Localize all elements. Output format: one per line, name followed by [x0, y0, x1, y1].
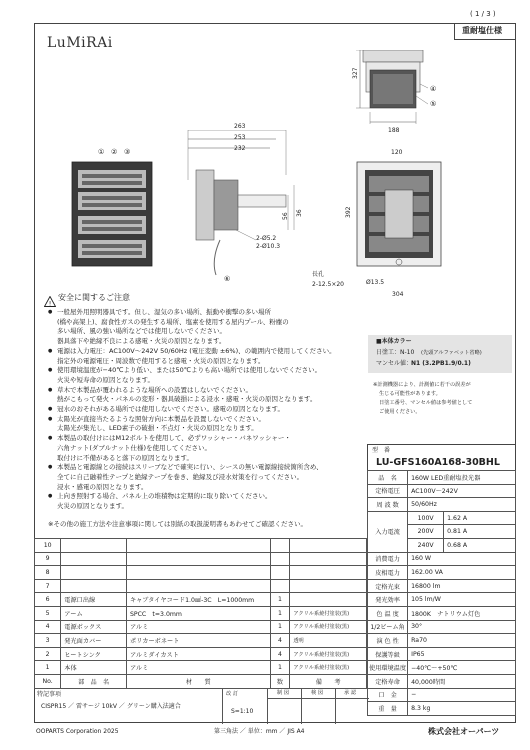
spec-row — [368, 484, 516, 498]
parts-note — [290, 593, 367, 607]
parts-qty: 1 — [270, 606, 290, 620]
safety-item — [48, 308, 360, 347]
measure-note-4: ご使用ください。 — [379, 409, 421, 415]
parts-mat — [126, 579, 270, 593]
spec-key: 周 波 数 — [368, 498, 408, 512]
color-line2-a: マンセル値： — [376, 360, 413, 367]
parts-mat — [126, 539, 270, 553]
dim-120: 120 — [391, 149, 403, 156]
parts-name: 電源口出線 — [61, 593, 127, 607]
spec-value: 50/60Hz — [408, 498, 516, 512]
parts-row — [35, 579, 367, 593]
callout-2: ② — [111, 148, 118, 156]
safety-item — [48, 405, 360, 415]
safety-item — [48, 434, 360, 463]
spec-row — [368, 634, 516, 648]
parts-mat: アルミダイカスト — [126, 647, 270, 661]
approval-drawn: 制 図 — [277, 690, 290, 696]
parts-name — [61, 539, 127, 553]
parts-name — [61, 552, 127, 566]
spec-key: 品 名 — [368, 471, 408, 485]
parts-no: 8 — [35, 566, 61, 580]
dim-188: 188 — [388, 127, 400, 134]
parts-qty — [270, 579, 290, 593]
parts-mat — [126, 566, 270, 580]
parts-no: 10 — [35, 539, 61, 553]
parts-qty: 4 — [270, 634, 290, 648]
approval-div-1 — [301, 689, 302, 724]
safety-item — [48, 386, 360, 405]
right-view-drawing — [355, 160, 445, 272]
spec-key: 口 金 — [368, 688, 408, 702]
dim-56: 56 — [282, 212, 289, 220]
spec-value: 8.3 kg — [408, 702, 516, 716]
callout-1: ① — [98, 148, 105, 156]
special-text: CISPR15 ／ 雷サージ 10kV ／ グリーン購入法適合 — [41, 703, 181, 710]
safety-line: 全てに自己融着性テープと絶縁テープを巻き、絶縁及び浸水対策を行ってください。 — [57, 472, 304, 481]
parts-no: 1 — [35, 661, 61, 675]
parts-row — [35, 593, 367, 607]
spec-row — [368, 620, 516, 634]
spec-value: 105 lm/W — [408, 593, 516, 607]
measure-note-3: 日塗工番号、マンセル値は参考値として — [379, 400, 473, 406]
spec-row — [368, 661, 516, 675]
title-box — [454, 23, 516, 40]
spec-key: 保護等級 — [368, 647, 408, 661]
dim-392: 392 — [345, 206, 352, 218]
svg-text:!: ! — [48, 299, 52, 307]
parts-note: アクリル系焼付塗装(黒) — [290, 606, 367, 620]
spec-row — [368, 606, 516, 620]
safety-line: ● 冠水のおそれがある場所では使用しないでください。感電の原因となります。 — [57, 405, 284, 414]
parts-mat: ポリカーボネート — [126, 634, 270, 648]
parts-mat: アルミ — [126, 620, 270, 634]
spec-row — [368, 674, 516, 688]
parts-row — [35, 566, 367, 580]
spec-row — [368, 566, 516, 580]
parts-note — [290, 579, 367, 593]
spec-key: 定格光束 — [368, 579, 408, 593]
parts-note — [290, 539, 367, 553]
spec-key: 定格電圧 — [368, 484, 408, 498]
approval-checked: 検 図 — [311, 690, 324, 696]
parts-name: 本体 — [61, 661, 127, 675]
parts-table — [34, 538, 367, 689]
doc-title: 重耐塩仕様 — [462, 26, 502, 35]
parts-row — [35, 552, 367, 566]
input-voltage: 100V — [408, 511, 444, 525]
dim-263: 263 — [234, 123, 246, 130]
parts-qty: 4 — [270, 647, 290, 661]
parts-row — [35, 539, 367, 553]
revision-label: 改 訂 — [226, 691, 239, 697]
parts-name: 部 品 名 — [61, 674, 127, 688]
spec-key: 定格寿命 — [368, 674, 408, 688]
model-label: 型 番 — [372, 447, 391, 454]
slot-size: 2-12.5×20 — [312, 281, 345, 288]
spec-value: 40,000時間 — [408, 674, 516, 688]
parts-row — [35, 606, 367, 620]
dim-304: 304 — [392, 291, 404, 298]
spec-row — [368, 579, 516, 593]
safety-line: ● 上向き照射する場合、パネル上の堆積物は定期的に取り除いてください。 — [57, 492, 272, 501]
spec-value: − — [408, 688, 516, 702]
scale-label: S=1:10 — [231, 708, 254, 715]
safety-line: ● 草木で本製品が覆われるような場所への設置はしないでください。 — [57, 385, 252, 394]
safety-line: ● 一般屋外用照明器具です。但し、湿気の多い場所、振動や衝撃の多い場所 — [57, 308, 271, 316]
callout-6: ⑥ — [224, 275, 231, 283]
copyright: OOPARTS Corporation 2025 — [36, 728, 119, 735]
hole-10-3: 2-Ø10.3 — [256, 243, 281, 250]
parts-qty — [270, 552, 290, 566]
callout-4: ④ — [430, 85, 437, 93]
parts-no: 7 — [35, 579, 61, 593]
spec-value: −40℃〜+50℃ — [408, 661, 516, 675]
safety-line: 六角ナット(ダブルナット仕様)を使用してください。 — [57, 443, 212, 452]
safety-line: 火災の原因となります。 — [57, 502, 128, 511]
parts-no: 4 — [35, 620, 61, 634]
model-box — [367, 444, 516, 470]
input-amps: 1.62 A — [444, 511, 516, 525]
parts-header — [35, 674, 367, 688]
safety-line: (橋や高架上)、腐食性ガスの発生する場所、塩素を使用する屋内プール、粉塵の — [57, 317, 289, 326]
spec-value: 162.00 VA — [408, 566, 516, 580]
safety-item — [48, 415, 360, 434]
safety-line: ● 電源は入力電圧：AC100V〜242V 50/60Hz (電圧変動 ±6%)、の範囲内で使用してください。 — [57, 346, 336, 355]
spec-key: 消費電力 — [368, 552, 408, 566]
spec-row — [368, 552, 516, 566]
color-line1-b: (先頭アルファベット省略) — [421, 350, 482, 356]
parts-qty: 1 — [270, 661, 290, 675]
input-amps: 0.81 A — [444, 525, 516, 539]
parts-note: アクリル系焼付塗装(黒) — [290, 647, 367, 661]
safety-line: 多い場所、風の強い場所などでは使用しないでください。 — [57, 327, 226, 336]
safety-item — [48, 463, 360, 492]
safety-item — [48, 492, 360, 511]
page-number: ( 1 / 3 ) — [470, 10, 496, 18]
color-line1-a: 日塗工：N-10 — [376, 349, 415, 356]
spec-row — [368, 688, 516, 702]
parts-note: アクリル系焼付塗装(黒) — [290, 620, 367, 634]
hole-5-2: 2-Ø5.2 — [256, 235, 277, 242]
safety-line: 火災や短寿命の原因となります。 — [57, 375, 154, 384]
top-view-drawing — [340, 50, 470, 150]
input-amps: 0.68 A — [444, 538, 516, 552]
spec-key: 色 温 度 — [368, 606, 408, 620]
parts-qty — [270, 539, 290, 553]
dim-253: 253 — [234, 134, 246, 141]
callout-3: ③ — [124, 148, 131, 156]
safety-line: 太陽光が集光し、LED素子の破損・不点灯・火災の原因となります。 — [57, 424, 258, 433]
spec-row — [368, 471, 516, 485]
drawing-method: 第三角法 ／ 単位：mm ／ JIS A4 — [214, 728, 305, 735]
parts-mat: SPCC t=3.0mm — [126, 606, 270, 620]
input-voltage: 240V — [408, 538, 444, 552]
spec-value: 30° — [408, 620, 516, 634]
parts-mat: 材 質 — [126, 674, 270, 688]
slot-label: 長孔 — [312, 271, 325, 278]
safety-line: 熱がこもって発火・パネルの変形・器具破損による浸水・感電・火災の原因となります。 — [57, 395, 317, 404]
parts-qty: 1 — [270, 620, 290, 634]
spec-value: AC100V〜242V — [408, 484, 516, 498]
front-view-drawing — [70, 160, 160, 270]
safety-line: 浸水・感電の原因となります。 — [57, 482, 148, 491]
company-name: 株式会社オーパーツ — [428, 727, 500, 736]
safety-line: ● 本製品と電源線との接続はスリーブなどで確実に行い、シースの無い電源線接続箇所含め、 — [57, 463, 323, 472]
parts-mat: キャブタイヤコード1.0㎟-3C L=1000mm — [126, 593, 270, 607]
spec-row — [368, 647, 516, 661]
parts-no: 6 — [35, 593, 61, 607]
parts-name: 発光面カバー — [61, 634, 127, 648]
parts-row — [35, 620, 367, 634]
safety-footer: ※その他の施工方法や注意事項に関しては別紙の取扱説明書もあわせてご確認ください。 — [48, 520, 307, 528]
approval-block — [267, 689, 368, 724]
parts-row — [35, 647, 367, 661]
spec-key: 発光効率 — [368, 593, 408, 607]
model-number: LU-GFS160A168-30BHL — [376, 457, 500, 468]
safety-title: 安全に関するご注意 — [58, 293, 130, 302]
parts-note — [290, 552, 367, 566]
spec-value: 160W LED重耐塩投光器 — [408, 471, 516, 485]
safety-line: 取付けに不備があると落下の原因となります。 — [57, 453, 193, 462]
dim-327: 327 — [352, 67, 359, 79]
measure-note-2: 生じる可能性があります。 — [379, 391, 441, 397]
special-label: 特記事項 — [37, 691, 62, 698]
parts-row — [35, 661, 367, 675]
spec-value: Ra70 — [408, 634, 516, 648]
spec-value: 16800 lm — [408, 579, 516, 593]
safety-line: ● 使用環境温度が−40℃より低い、または50℃よりも高い場所では使用しないでください。 — [57, 366, 322, 375]
measure-note-1: ※計測機器により、計測値に若干の誤差が — [373, 382, 471, 388]
parts-qty: 1 — [270, 593, 290, 607]
safety-line: ● 本製品の取付けにはM12ボルトを使用して、必ずワッシャー・バネワッシャー・ — [57, 434, 291, 443]
color-box — [368, 335, 512, 373]
safety-line: 指定外の電源電圧・周波数で使用すると感電・火災の原因となります。 — [57, 356, 265, 365]
safety-line: 器具落下や絶縁不良による感電・火災の原因となります。 — [57, 337, 226, 346]
spec-key: 重 量 — [368, 702, 408, 716]
safety-item — [48, 347, 360, 366]
spec-value: 160 W — [408, 552, 516, 566]
approval-approved: 承 認 — [344, 690, 357, 696]
parts-no: 2 — [35, 647, 61, 661]
input-current-label: 入力電流 — [368, 511, 408, 552]
spec-key: 演 色 性 — [368, 634, 408, 648]
parts-no: 9 — [35, 552, 61, 566]
safety-list — [48, 308, 360, 512]
sign-block — [222, 689, 367, 724]
parts-no: 5 — [35, 606, 61, 620]
parts-mat — [126, 552, 270, 566]
parts-note: 透明 — [290, 634, 367, 648]
parts-name: 電源ボックス — [61, 620, 127, 634]
safety-item — [48, 366, 360, 385]
parts-name: アーム — [61, 606, 127, 620]
parts-qty — [270, 566, 290, 580]
parts-qty: 数 — [270, 674, 290, 688]
spec-value: IP65 — [408, 647, 516, 661]
parts-name: ヒートシンク — [61, 647, 127, 661]
color-box-title: ■本体カラー — [376, 338, 412, 345]
safety-line: ● 太陽光が直接当たるような照射方向に本製品を設置しないでください。 — [57, 414, 265, 423]
callout-5: ⑤ — [430, 100, 437, 108]
spec-row — [368, 593, 516, 607]
parts-row — [35, 634, 367, 648]
parts-no: 3 — [35, 634, 61, 648]
parts-name — [61, 566, 127, 580]
color-line2-b: N1 (3.2PB1.9/0.1) — [411, 360, 471, 367]
spec-row — [368, 702, 516, 716]
parts-mat: アルミ — [126, 661, 270, 675]
spec-key: 皮相電力 — [368, 566, 408, 580]
spec-table — [367, 470, 516, 716]
parts-no: No. — [35, 674, 61, 688]
parts-name — [61, 579, 127, 593]
spec-row — [368, 498, 516, 512]
parts-note: アクリル系焼付塗装(黒) — [290, 661, 367, 675]
parts-note: 備 考 — [290, 674, 367, 688]
parts-note — [290, 566, 367, 580]
spec-key: 使用環境温度 — [368, 661, 408, 675]
dim-232: 232 — [234, 145, 246, 152]
spec-value: 1800K ナトリウム灯色 — [408, 606, 516, 620]
brand-logo: LuMiRAi — [47, 35, 113, 51]
side-view-drawing — [176, 130, 306, 290]
spec-key: 1/2ビーム角 — [368, 620, 408, 634]
dim-36: 36 — [296, 209, 303, 217]
input-voltage: 200V — [408, 525, 444, 539]
hole-13-5: Ø13.5 — [366, 279, 385, 286]
special-block — [34, 688, 367, 723]
input-current-row — [368, 511, 516, 525]
approval-div-2 — [335, 689, 336, 724]
